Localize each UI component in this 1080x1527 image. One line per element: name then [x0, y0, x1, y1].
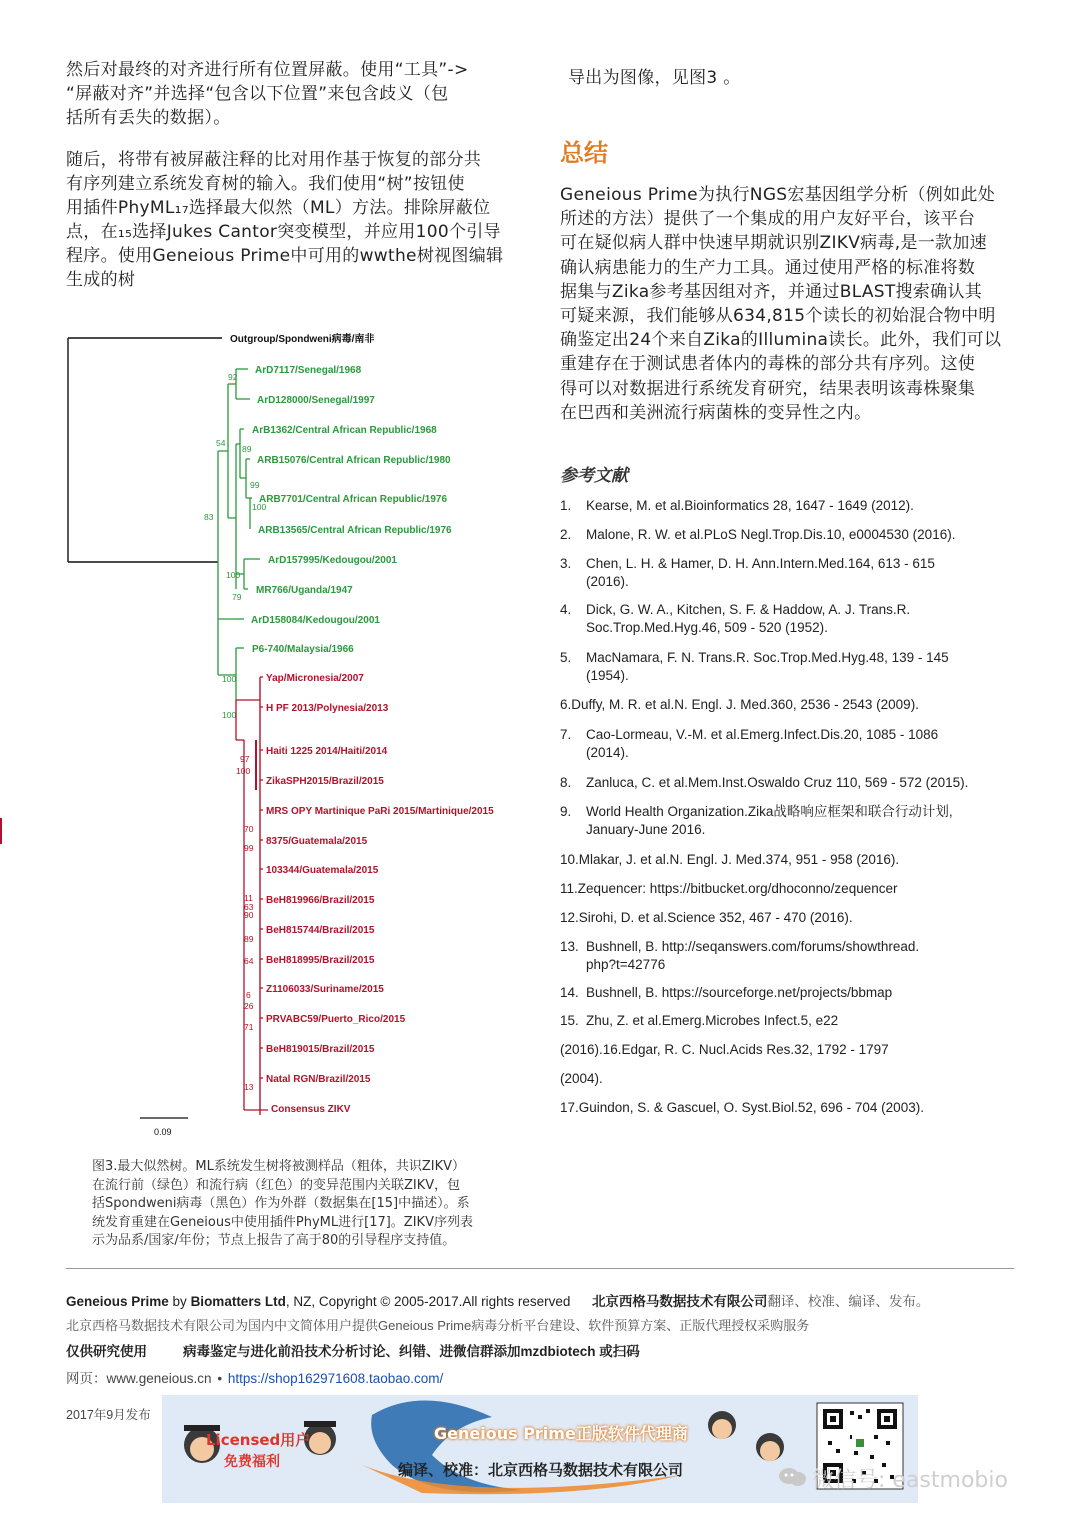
licensed-user-label: Licensed用户 — [206, 1431, 311, 1449]
support-value-red: 63 — [244, 902, 254, 912]
reference-item — [560, 851, 1020, 869]
taxon-label-red: H PF 2013/Polynesia/2013 — [266, 703, 389, 714]
reference-line: 3. Chen, L. H. & Hamer, D. H. Ann.Intern.Med.164, 613 ‑ 615 — [560, 556, 935, 571]
footer-research-line — [66, 1340, 640, 1360]
text-line: 程序。使用Geneious Prime中可用的wwthe树视图编辑 — [66, 246, 504, 266]
margin-marker — [0, 818, 2, 844]
text-line: 用插件PhyML₁₇选择最大似然（ML）方法。排除屏蔽位 — [66, 198, 491, 218]
free-benefit-label: 免费福利 — [224, 1454, 280, 1470]
reference-item — [560, 909, 1020, 927]
figure-caption — [92, 1158, 522, 1251]
support-value-green: 100 — [226, 570, 241, 580]
text-line: 有序列建立系统发育树的输入。我们使用“树”按钮使 — [66, 174, 465, 194]
reference-line: 1. Kearse, M. et al.Bioinformatics 28, 1647 ‑ 1649 (2012). — [560, 498, 914, 513]
outgroup-label: Outgroup/Spondweni病毒/南非 — [230, 334, 375, 345]
shop-link[interactable]: https://shop162971608.taobao.com/ — [227, 1371, 444, 1386]
footer-company-tail: 翻译、校准、编译、发布。 — [767, 1294, 930, 1309]
support-value-red: 6 — [246, 990, 251, 1000]
taxon-label-green: ArD7117/Senegal/1968 — [255, 365, 362, 376]
support-value-green: 79 — [232, 592, 242, 602]
footer-web-line — [66, 1367, 443, 1387]
taxon-label-green: ARB7701/Central African Republic/1976 — [259, 494, 448, 505]
reference-item — [560, 555, 1020, 591]
taxon-label-red: Z1106033/Suriname/2015 — [266, 984, 384, 995]
taxon-label-red: BeH815744/Brazil/2015 — [266, 925, 375, 936]
reference-line: 5. MacNamara, F. N. Trans.R. Soc.Trop.Med.Hyg.48, 139 ‑ 145 — [560, 650, 949, 665]
figure-export-line: 导出为图像，见图3 。 — [568, 68, 741, 88]
reference-line: 13. Bushnell, B. http://seqanswers.com/forums/showthread. — [560, 939, 920, 954]
caption-line: 统发育重建在Geneious中使用插件PhyML进行[17]。ZIKV序列表 — [92, 1214, 473, 1230]
footer-product: Geneious Prime — [66, 1294, 169, 1309]
caption-line: 示为品系/国家/年份；节点上报告了高于80的引导程序支持值。 — [92, 1233, 456, 1248]
text-line: 确鉴定出24个来自Zika的Illumina读长。此外，我们可以 — [560, 330, 1002, 351]
method-paragraph-2 — [66, 148, 506, 292]
summary-paragraph — [560, 183, 1020, 425]
support-value-red: 90 — [244, 910, 254, 920]
taxon-label-green: ArD128000/Senegal/1997 — [257, 395, 375, 406]
reference-line: (1954). — [586, 668, 629, 683]
text-line: 重建存在于测试患者体内的毒株的部分共有序列。这使 — [560, 354, 976, 375]
text-line: 可疑来源，我们能够从634,815个读长的初始混合物中明 — [560, 306, 996, 327]
taxon-label-red: ZikaSPH2015/Brazil/2015 — [266, 776, 384, 787]
taxon-label-green: P6-740/Malaysia/1966 — [252, 644, 354, 655]
taxon-label-green: ARB15076/Central African Republic/1980 — [257, 455, 451, 466]
text-line: 在巴西和美洲流行病菌株的变异性之内。 — [560, 402, 872, 423]
support-value-red: 89 — [244, 934, 254, 944]
wechat-group-note: 病毒鉴定与进化前沿技术分析讨论、纠错、进微信群添加mzdbiotech 或扫码 — [183, 1344, 640, 1359]
taxon-label-red: 103344/Guatemala/2015 — [266, 865, 379, 876]
banner-title: Geneious Prime正版软件代理商 — [434, 1424, 688, 1443]
reference-item — [560, 1012, 1020, 1030]
reference-line: 10.Mlakar, J. et al.N. Engl. J. Med.374, 951 ‑ 958 (2016). — [560, 852, 900, 867]
text-line: “屏蔽对齐”并选择“包含以下位置”来包含歧义（包 — [66, 84, 449, 104]
text-line: 生成的树 — [66, 270, 136, 290]
text-line: 然后对最终的对齐进行所有位置屏蔽。使用“工具”-> — [66, 60, 469, 80]
summary-heading: 总结 — [560, 139, 608, 167]
support-value-green: 100 — [222, 710, 237, 720]
banner-subtitle: 编译、校准：北京西格马数据技术有限公司 — [398, 1461, 684, 1479]
taxon-label-red: Haiti 1225 2014/Haiti/2014 — [266, 746, 388, 757]
taxon-label-green: ArB1362/Central African Republic/1968 — [252, 425, 437, 436]
reference-item — [560, 601, 1020, 637]
support-value-red: 99 — [244, 843, 254, 853]
reference-line: January-June 2016. — [586, 822, 706, 837]
reference-item — [560, 1099, 1020, 1117]
caption-line: 图3.最大似然树。ML系统发生树将被测样品（粗体，共识ZIKV） — [92, 1159, 466, 1174]
reference-line: 9. World Health Organization.Zika战略响应框架和联合行动计划, — [560, 804, 953, 819]
reference-item — [560, 803, 1020, 839]
footer-vendor: Biomatters Ltd — [190, 1294, 286, 1309]
support-value-green: 89 — [242, 444, 252, 454]
support-value-green: 83 — [204, 512, 214, 522]
support-value-red: 26 — [244, 1001, 254, 1011]
reference-line: Soc.Trop.Med.Hyg.46, 509 ‑ 520 (1952). — [586, 620, 828, 635]
text-line: 据集与Zika参考基因组对齐，并通过BLAST搜索确认其 — [560, 281, 983, 302]
reference-item — [560, 984, 1020, 1002]
reference-item — [560, 1070, 1020, 1088]
website-label[interactable]: 网页：www.geneious.cn — [66, 1371, 212, 1386]
references-heading: 参考文献 — [560, 466, 628, 486]
footer-company: 北京西格马数据技术有限公司 — [591, 1294, 768, 1309]
footer-service-line: 北京西格马数据技术有限公司为国内中文简体用户提供Geneious Prime病毒分析平台建设、软件预算方案、正版代理授权采购服务 — [66, 1318, 810, 1333]
text-line: 所述的方法）提供了一个集成的用户友好平台，该平台 — [560, 209, 976, 230]
method-paragraph-1 — [66, 58, 506, 130]
reference-line: 2. Malone, R. W. et al.PLoS Negl.Trop.Dis.10, e0004530 (2016). — [560, 527, 956, 542]
footer-divider — [66, 1268, 1014, 1269]
text-line: 括所有丢失的数据）。 — [66, 108, 231, 128]
support-value-green: 54 — [216, 438, 226, 448]
support-value-red: 71 — [244, 1022, 254, 1032]
support-value-red: 64 — [244, 956, 254, 966]
reference-line: 12.Sirohi, D. et al.Science 352, 467 ‑ 470 (2016). — [560, 910, 853, 925]
reference-item — [560, 1041, 1020, 1059]
taxon-label-red: 8375/Guatemala/2015 — [266, 836, 368, 847]
reference-line: (2014). — [586, 745, 629, 760]
taxon-label-red: BeH818995/Brazil/2015 — [266, 955, 375, 966]
taxon-label-red: BeH819966/Brazil/2015 — [266, 895, 375, 906]
reference-item — [560, 526, 1020, 544]
reference-item — [560, 774, 1020, 792]
reference-line: php?t=42776 — [586, 957, 666, 972]
footer-by: by — [168, 1294, 191, 1309]
reference-line: (2016). — [586, 574, 629, 589]
taxon-label-red: PRVABC59/Puerto_Rico/2015 — [266, 1014, 406, 1025]
text-line: 点，在₁₅选择Jukes Cantor突变模型，并应用100个引导 — [66, 222, 501, 242]
reference-item — [560, 880, 1020, 898]
footer-rights: , NZ, Copyright © 2005-2017.All rights reserved — [285, 1294, 571, 1309]
taxon-label-green: ARB13565/Central African Republic/1976 — [258, 525, 452, 536]
support-value-green: 99 — [250, 480, 260, 490]
text-line: 得可以对数据进行系统发育研究，结果表明该毒株聚集 — [560, 378, 976, 399]
reference-line: 11.Zequencer: https://bitbucket.org/dhoconno/zequencer — [560, 881, 898, 896]
taxon-label-red: MRS OPY Martinique PaRi 2015/Martinique/2015 — [266, 806, 494, 817]
reference-item — [560, 696, 1020, 714]
reference-line: 15. Zhu, Z. et al.Emerg.Microbes Infect.5, e22 — [560, 1013, 839, 1028]
reference-line: (2016).16.Edgar, R. C. Nucl.Acids Res.32, 1792 ‑ 1797 — [560, 1042, 889, 1057]
support-value-green: 100 — [222, 674, 237, 684]
text-line: 随后，将带有被屏蔽注释的比对用作基于恢复的部分共 — [66, 150, 482, 170]
taxon-label-red: BeH819015/Brazil/2015 — [266, 1044, 375, 1055]
support-value-red: 70 — [244, 824, 254, 834]
taxon-label-red: Natal RGN/Brazil/2015 — [266, 1074, 371, 1085]
reference-line: 7. Cao-Lormeau, V.-M. et al.Emerg.Infect.Dis.20, 1085 ‑ 1086 — [560, 727, 939, 742]
scale-bar-label: 0.09 — [154, 1127, 172, 1137]
text-line: 确认病患能力的生产力工具。通过使用严格的标准将数 — [560, 257, 976, 278]
wechat-id-watermark: 微信号: eastmobio — [812, 1468, 1008, 1493]
caption-line: 在流行前（绿色）和流行病（红色）的变异范围内关联ZIKV，包 — [92, 1177, 461, 1193]
taxon-label-red: Yap/Micronesia/2007 — [266, 673, 364, 684]
caption-line: 括Spondweni病毒（黑色）作为外群（数据集在[15]中描述）。系 — [92, 1196, 470, 1211]
release-date: 2017年9月发布 — [66, 1408, 151, 1422]
taxon-label-red: Consensus ZIKV — [271, 1104, 351, 1115]
support-value-red: 100 — [236, 766, 251, 776]
wechat-icon — [778, 1466, 808, 1488]
support-value-red: 97 — [240, 754, 250, 764]
reference-item — [560, 726, 1020, 762]
reference-line: 17.Guindon, S. & Gascuel, O. Syst.Biol.52, 696 ‑ 704 (2003). — [560, 1100, 924, 1115]
footer-copyright-line — [66, 1290, 929, 1310]
reference-line: 8. Zanluca, C. et al.Mem.Inst.Oswaldo Cruz 110, 569 ‑ 572 (2015). — [560, 775, 969, 790]
support-value-red: 11 — [244, 893, 253, 903]
reference-line: 4. Dick, G. W. A., Kitchen, S. F. & Haddow, A. J. Trans.R. — [560, 602, 911, 617]
taxon-label-green: MR766/Uganda/1947 — [256, 585, 353, 596]
text-line: 可在疑似病人群中快速早期就识别ZIKV病毒,是一款加速 — [560, 233, 987, 254]
taxon-label-green: ArD157995/Kedougou/2001 — [268, 555, 397, 566]
reference-item — [560, 497, 1020, 515]
support-value-green: 92 — [228, 372, 238, 382]
text-line: Geneious Prime为执行NGS宏基因组学分析（例如此处 — [560, 185, 995, 205]
separator-dot: • — [217, 1371, 223, 1386]
taxon-label-green: ArD158084/Kedougou/2001 — [251, 615, 380, 626]
reference-line: 6.Duffy, M. R. et al.N. Engl. J. Med.360, 2536 ‑ 2543 (2009). — [560, 697, 919, 712]
support-value-green: 100 — [252, 502, 267, 512]
reference-line: (2004). — [560, 1071, 603, 1086]
reference-item — [560, 938, 1020, 974]
support-value-red: 13 — [244, 1082, 254, 1092]
reference-line: 14. Bushnell, B. https://sourceforge.net/projects/bbmap — [560, 985, 893, 1000]
phylogenetic-tree — [0, 320, 540, 1140]
research-only-label: 仅供研究使用 — [66, 1344, 147, 1359]
reference-item — [560, 649, 1020, 685]
